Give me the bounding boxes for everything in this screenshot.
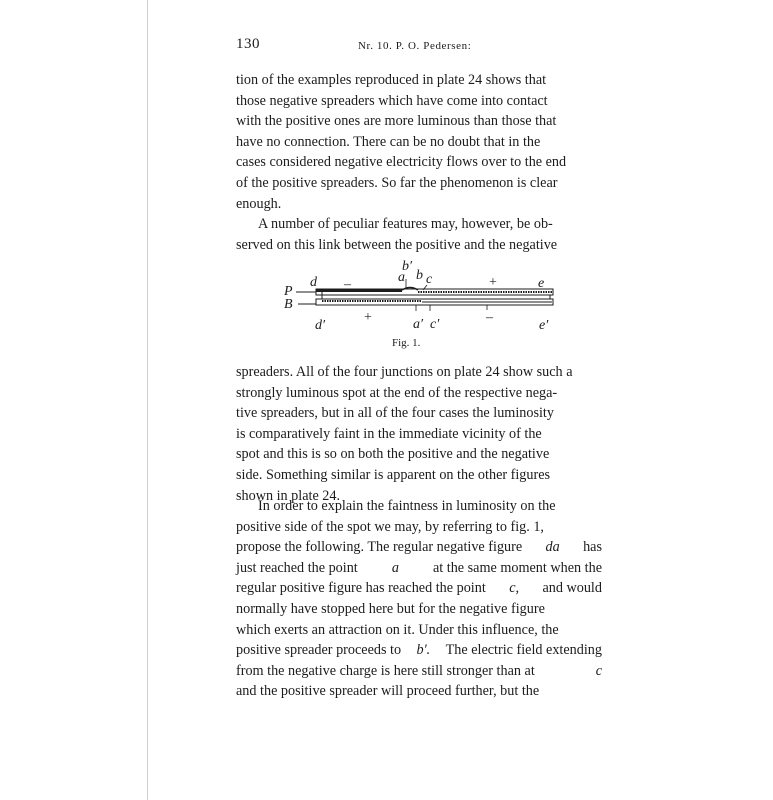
label-c: c [426, 272, 433, 287]
text-line: tive spreaders, but in all of the four cases the luminosity [236, 405, 554, 422]
text-line: enough. [236, 195, 282, 212]
text-line: propose the following. The regular negative figure da has [236, 539, 602, 556]
text-line: is comparatively faint in the immediate vicinity of the [236, 425, 542, 442]
text-line: cases considered negative electricity flows over to the end [236, 154, 567, 171]
label-a: a [398, 270, 405, 285]
figure-caption: Fig. 1. [392, 337, 421, 349]
text-line: which exerts an attraction on it. Under this influence, the [236, 621, 559, 638]
text-line: spot and this is so on both the positive and the negative [236, 446, 550, 463]
text-line: served on this link between the positive and the negative [236, 236, 558, 253]
label-e: e [538, 276, 545, 291]
running-head: Nr. 10. P. O. Pedersen: [358, 40, 472, 52]
label-e-prime: e′ [539, 318, 549, 333]
label-b-prime: b′ [402, 259, 413, 274]
text-line: and the positive spreader will proceed further, but the [236, 683, 540, 700]
paragraph-top [236, 70, 602, 255]
label-P: P [284, 284, 293, 299]
text-line: side. Something similar is apparent on the other figures [236, 466, 551, 483]
label-B: B [284, 297, 293, 312]
text-line: A number of peculiar features may, however, be ob- [258, 216, 553, 233]
text-line: just reached the point a at the same moment when the [236, 559, 602, 576]
text-line: positive spreader proceeds to b′. The electric field extending [236, 642, 602, 659]
label-d-prime: d′ [315, 318, 326, 333]
text-line: those negative spreaders which have come into contact [236, 92, 548, 109]
label-plus-bottom: + [364, 310, 372, 325]
page-number: 130 [236, 36, 260, 52]
text-line: spreaders. All of the four junctions on plate 24 show such a [236, 364, 573, 380]
figure-1-diagram [280, 255, 565, 335]
text-line: normally have stopped here but for the negative figure [236, 600, 545, 617]
label-b: b [416, 268, 423, 283]
label-d: d [310, 275, 317, 290]
text-line: positive side of the spot we may, by referring to fig. 1, [236, 518, 544, 535]
label-a-prime: a′ [413, 317, 424, 332]
text-line: have no connection. There can be no doubt that in the [236, 133, 541, 150]
text-line: of the positive spreaders. So far the phenomenon is clear [236, 174, 558, 191]
label-plus-top: + [489, 275, 497, 290]
page-edge-line [147, 0, 148, 800]
text-line: strongly luminous spot at the end of the respective nega- [236, 384, 558, 401]
text-line: regular positive figure has reached the point c, and would [236, 580, 602, 597]
text-line: with the positive ones are more luminous than those that [236, 113, 557, 130]
text-line: tion of the examples reproduced in plate 24 shows that [236, 72, 547, 88]
text-line: In order to explain the faintness in luminosity on the [258, 498, 556, 514]
paragraph-middle [236, 362, 602, 506]
text-line: from the negative charge is here still stronger than at c [236, 662, 602, 679]
paragraph-bottom [236, 496, 602, 702]
text-line: shown in plate 24. [236, 487, 341, 504]
label-minus-bottom: – [486, 310, 493, 325]
label-c-prime: c′ [430, 317, 440, 332]
label-minus-top: – [344, 277, 351, 292]
